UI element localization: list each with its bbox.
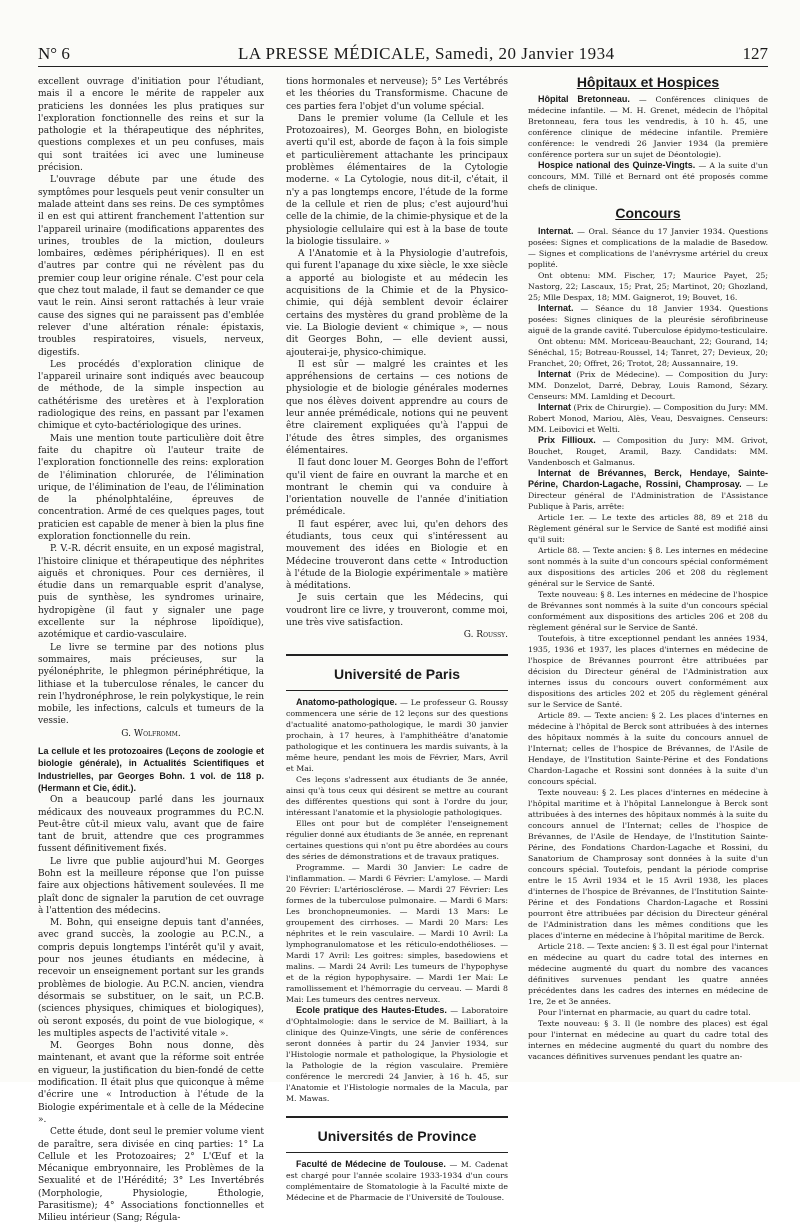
item-text: — Oral. Séance du 17 Janvier 1934. Questions posées: Signes et complications de la maladie de Basedow. — Signes et complications de l'anévrysme artériel du creux poplité. [528,226,769,269]
section-title [528,76,768,88]
item-text: — Laboratoire d'Ophtalmologie: dans le service de M. Bailliart, à la clinique des Quinze-Vingts, une série de conférences seront données à partir du 24 Janvier 1934, sur l'Histologie normale et pathologique, la Physiologie et la Pathologie de la région vasculaire. Première conférence le mercredi 24 Janvier, à 16 h. 45, sur l'Anatomie et l'Histologie normales de la Macula, par M. Mawas. [286,1005,509,1103]
paragraph: Cette étude, dont seul le premier volume vient de paraître, sera divisée en cinq parties: 1° La Cellule et les Protozoaires; 2° L'Œuf et la Mécanique embryonnaire, les Problèmes de la Sexualité et de l'Hérédité; 3° Les Invertébrés (Morphologie, Physiologie, Éthologie, Parasitisme); 4° Associations fonctionnelles et Milieu intérieur (Sang; Régula- [38,1127,264,1224]
item-heading: Internat. [538,302,574,313]
item-text: — Conférences cliniques de médecine infantile. — M. H. Grenet, médecin de l'hôpital Bretonneau, fera tous les vendredis, à 10 h. 45, une conférence clinique de médecine infantile. Première conférence: le vendredi 26 Janvier 1934 (la première conférence portera sur un sujet de Déontologie). [528,95,768,160]
book-heading: La cellule et les protozoaires (Leçons de zoologie et biologie générale), in Actualités Scientifiques et Industrielles, par Georges Bohn. 1 vol. de 118 p. (Hermann et Cie, édit.). [38,746,264,793]
paragraph: Le livre se termine par des notions plus sommaires, mais précieuses, sur la pyélonéphrite, le phlegmon périnéphrétique, la lithiase et la tuberculose rénales, le cancer du rein l'hydronéphrose, le rein polykystique, le rein mobile, les infections, calculs et tumeurs de la vessie. [38,642,264,727]
page-number: 127 [742,44,768,63]
paragraph: M. Bohn, qui enseigne depuis tant d'années, avec grand succès, la zoologie au P.C.N., a compris depuis longtemps l'intérêt qu'il y avait, pour nos jeunes étudiants en médecine, à recevoir un enseignement portant sur les grands problèmes de biologie. Au P.C.N. ancien, viendra désormais se substituer, on le sait, un P.C.B. (sciences physiques, chimiques et biologiques), où seront exposés, du point de vue biologique, « les multiples aspects de l'activité vitale ». [38,918,264,1039]
paragraph: Article 88. — Texte ancien: § 8. Les internes en médecine sont nommés à la suite d'un concours spécial conformément aux dispositions des articles 206 et 208 du règlement général sur le Service de Santé. [528,545,768,588]
paragraph: Article 218. — Texte ancien: § 3. Il est égal pour l'internat en médecine au quart du cadre total des internes en médecine augmenté du quart du nombre des vacances définitives survenues pendant les quatre années précédentes dans les cadres des internes en médecine de 1re, 2e et 3e années. [528,941,768,1006]
paragraph: Programme. — Mardi 30 Janvier: Le cadre de l'inflammation. — Mardi 6 Février: L'amylose. — Mardi 20 Février: L'artériosclérose. — Mardi 27 Février: Les formes de la tuberculose pulmonaire. — Mardi 6 Mars: Les bronchopneumonies. — Mardi 13 Mars: Le groupement des cirrhoses. — Mardi 20 Mars: Les néphrites et le rein vasculaire. — Mardi 10 Avril: La lymphogranulomatose et les réticulo-endothélioses. — Mardi 17 Avril: Les goitres: simples, basedowiens et malins. — Mardi 24 Avril: Les tumeurs de l'hypophyse et de la région hypophysaire. — Mardi 1er Mai: Le ramollissement et l'hémorragie du cerveau. — Mardi 8 Mai: Les tumeurs des centres nerveux. [286,862,508,1004]
paragraph: tions hormonales et nerveuse); 5° Les Vertébrés et les théories du Transformisme. Chacune de ces parties fera l'objet d'un volume spécial. [286,77,508,112]
item-heading: Ecole pratique des Hautes-Etudes. [296,1004,447,1015]
item-heading: Internat [538,368,572,379]
paragraph: excellent ouvrage d'initiation pour l'étudiant, mais il a encore le mérite de rappeler aux praticiens les données les plus pratiques sur l'exploration fonctionnelle des reins et sur la pathologie et la thérapeutique des néphrites, questions complexes et un peu confuses, mais qui sont traitées ici avec une lumineuse précision. [38,77,264,174]
paragraph: Toutefois, à titre exceptionnel pendant les années 1934, 1935, 1936 et 1937, les places d'internes en médecine de l'hospice de Brévannes pourront être attribuées par décision du Directeur général de l'Administration aux internes issus du concours ouvert conformément aux dispositions des articles 202 et 205 du règlement général sur le Service de Santé. [528,633,768,709]
item-heading: Internat [538,401,572,412]
item-text: (Prix de Médecine). — Composition du Jury: MM. Donzelot, Darré, Debray, Louis Ramond, Sézary. Censeurs: MM. Lamlding et Decourt. [528,369,768,401]
paragraph: L'ouvrage débute par une étude des symptômes pour lesquels peut venir consulter un malade atteint dans ses reins. De ces symptômes il en est qui attirent franchement l'attention sur l'appareil urinaire (modifications apparentes des urines, troubles de la miction, douleurs lombaires, œdèmes périphériques). Il en est d'autres par contre qui ne révèlent pas du premier coup leur origine rénale. C'est pour cela que chez tout malade, il faut se demander ce que vaut le rein. Ainsi seront rattachés à leur vraie cause des signes qui ne paraissent pas d'emblée relever d'une altération rénale: épistaxis, troubles respiratoires, visuels, nerveux, digestifs. [38,175,264,358]
paragraph: Texte nouveau: § 8. Les internes en médecine de l'hospice de Brévannes sont nommés à la suite d'un concours spécial conformément aux dispositions des articles 206 et 208 du règlement général sur le Service de Santé. [528,589,768,632]
section-title-text: Concours [615,205,681,222]
item-text: — A la suite d'un concours, MM. Tillé et Bernard ont été proposés comme chefs de clinique. [528,161,768,193]
section-box [286,654,508,691]
paragraph: M. Georges Bohn nous donne, dès maintenant, et avant que la réforme soit entrée en vigueur, la justification du bien-fondé de cette modification. Il était plus que quiconque à même d'écrire une « Introduction à l'étude de la Biologie expérimentale et à celle de la Médecine ». [38,1041,264,1125]
signature: G. Roussy. [463,630,508,641]
paragraph: Pour l'internat en pharmacie, au quart du cadre total. [538,1007,751,1017]
issue-number: N° 6 [38,44,70,63]
page-header [38,44,768,66]
paragraph: Texte nouveau: § 2. Les places d'internes en médecine à l'hôpital maritime et à l'hôpital Lannelongue à Berck sont attribuées à des internes des hôpitaux nommés à la suite du concours annuel de l'Internat; celles de l'hospice de Brévannes, de l'Asile de Hendaye, de l'Institution Sainte-Périne, des Fondations Chardon-Lagache et Rossini, du Sanatorium de Champrosay sont données à la suite d'un concours spécial. Toutefois, pendant la période comprise entre le 15 Avril 1934 et le 15 Avril 1938, les places d'internes de l'hospice de Brévannes, de l'Institution Sainte-Périne et des Fondations Chardon-Lagache et Rossini pourront être attribuées par décision du Directeur général de l'Administration dans les mêmes conditions que les places d'interne en médecine à l'hôpital maritime de Berck. [528,787,768,940]
signature: G. Wolfromm. [121,728,181,739]
paragraph: Article 1er. — Le texte des articles 88, 89 et 218 du Règlement général sur le Service de Santé est modifié ainsi qu'il suit: [528,512,768,544]
item-text: — Séance du 18 Janvier 1934. Questions posées: Signes cliniques de la pleurésie sérofibrineuse aiguë de la grande cavité. Tuberculose épidymo-testiculaire. [528,303,768,335]
section-body [286,697,508,1104]
item-heading: Prix Fillioux. [538,434,596,445]
item-heading: Internat de Brévannes, Berck, Hendaye, Sainte-Périne, Chardon-Lagache, Rossini, Champrosay. [528,467,768,489]
item-heading: Faculté de Médecine de Toulouse. [296,1159,446,1170]
column-right [528,76,768,1062]
item-text: — Le Directeur général de l'Administration de l'Assistance Publique à Paris, arrête: [528,479,768,511]
column-middle [286,76,508,1203]
paragraph: A l'Anatomie et à la Physiologie d'autrefois, qui furent l'apanage du xixe siècle, le xxe siècle a apporté au biologiste et au médecin les acquisitions de la Chimie et de la Physico-chimie, qui déjà semblent devoir éclairer certains des mystères du grand problème de la vie. La Biologie devient « chimique », — nous dit Georges Bohn, — elle devient aussi, ajouterai-je, physico-chimique. [286,249,508,358]
item-heading: Hôpital Bretonneau. [538,94,630,105]
paragraph: P. V.-R. décrit ensuite, en un exposé magistral, l'histoire clinique et thérapeutique des néphrites aiguës et chroniques. Pour ces dernières, il étudie dans un remarquable esprit d'analyse, puis de synthèse, les syndromes urinaire, hydropigène (il faut y signaler une page excellente sur la néphrose lipoïdique), azotémique et cardio-vasculaire. [38,544,264,641]
item-heading: Internat. [538,225,574,236]
section-body [528,94,768,193]
paragraph: Le livre que publie aujourd'hui M. Georges Bohn est la meilleure réponse que l'on puisse faire aux objections hâtivement soulevées. Il me plaît donc de signaler la parution de cet ouvrage à l'attention des médecins. [38,856,264,916]
journal-title: LA PRESSE MÉDICALE, Samedi, 20 Janvier 1934 [238,44,615,63]
item-text: — Composition du Jury: MM. Grivot, Bouchet, Rouget, Aramil, Bazy. Candidats: MM. Vandenbosch et Galmanus. [528,435,769,467]
section-box [286,1116,508,1153]
paragraph: Je suis certain que les Médecins, qui voudront lire ce livre, y trouveront, comme moi, une très vive satisfaction. [286,593,508,629]
item-heading: Anatomo-pathologique. [296,696,397,707]
section-title [528,205,768,222]
item-text: — Le professeur G. Roussy commencera une série de 12 leçons sur des questions d'actualité anatomo-pathologique, le mardi 30 janvier prochain, à 17 heures, à l'amphithéâtre d'anatomie pathologique et les continuera les mardis suivants, à la même heure, pendant les mois de Février, Mars, Avril et Mai. [286,697,509,773]
paragraph: Les procédés d'exploration clinique de l'appareil urinaire sont indiqués avec beaucoup de méthode, de la simple inspection au cathétérisme des uretères et à l'exploration radiologique des reins, en passant par l'examen chimique et cyto-bactériologique des urines. [38,359,264,432]
section-title-text: Hôpitaux et Hospices [576,74,720,90]
paragraph: Il est sûr — malgré les craintes et les appréhensions de certains — ces notions de physiologie et de biologie générales modernes que nos élèves doivent apprendre au cours de leur année prémédicale, notions qui ne peuvent être clairement expliquées qu'à l'appui de l'étude des êtres simples, des organismes élémentaires. [286,359,508,456]
paragraph: Ces leçons s'adressent aux étudiants de 3e année, ainsi qu'à tous ceux qui désirent se mettre au courant des différentes questions qui sont à l'ordre du jour, intéressant l'anatomie et la physiologie pathologiques. [286,774,508,817]
header-rule [38,66,768,67]
paragraph: Ont obtenu: MM. Fischer, 17; Maurice Payet, 25; Nastorg, 22; Lascaux, 15; Prat, 25; Martinot, 20; Ghozland, 25; Mlle Despax, 18; MM. Gaignerot, 19; Bouvet, 16. [528,270,768,302]
section-body [528,226,768,1062]
paragraph: Mais une mention toute particulière doit être faite du chapitre où l'auteur traite de l'exploration fonctionnelle des reins: exploration de l'élimination chlorurée, de l'élimination urique, de l'élimination de l'eau, de l'élimination de la phénolphtaléine, épreuves de concentration. Armé de ces quelques pages, tout praticien est capable de mener à bien la plus fine exploration fonctionnelle du rein. [38,433,264,542]
section-title: Université de Paris [333,665,461,682]
item-text: (Prix de Chirurgie). — Composition du Jury: MM. Robert Monod, Mariou, Alès, Veau, Desvaignes. Censeurs: MM. Leibovici et Welti. [528,402,768,434]
column-left [38,76,264,1225]
paragraph: Elles ont pour but de compléter l'enseignement régulier donné aux étudiants de 3e année, en reprenant certaines questions qui n'ont pu être abordées au cours des séries de démonstrations et de travaux pratiques. [286,818,508,861]
item-heading: Hospice national des Quinze-Vingts. [538,160,696,171]
section-title: Universités de Province [317,1127,477,1144]
paragraph: Il faut donc louer M. Georges Bohn de l'effort qu'il vient de faire en ouvrant la marche et en montrant le chemin qui va conduire à l'orientation nouvelle de l'année d'initiation prémédicale. [286,458,508,518]
section-body [286,1159,508,1203]
paragraph: Ont obtenu: MM. Moriceau-Beauchant, 22; Gourand, 14; Sénéchal, 15; Botreau-Roussel, 14; Tanret, 27; Devieux, 20; Franchet, 20; Offret, 26; Trotot, 28; Aussannaire, 19. [528,336,768,368]
paragraph: Texte nouveau: § 3. Il (le nombre des places) est égal pour l'internat en médecine au quart du cadre total des internes en médecine augmenté du quart du nombre des vacances définitives survenues pendant les quatre an- [528,1018,768,1061]
paragraph: Article 89. — Texte ancien: § 2. Les places d'internes en médecine à l'hôpital de Berck sont attribuées à des internes des hôpitaux nommés à la suite du concours annuel de l'Internat; celles de l'hospice de Brévannes, de l'Asile de Hendaye, de l'Institution Sainte-Périne et des Fondations Chardon-Lagache et Rossini sont données à la suite d'un concours spécial. [528,710,768,786]
paragraph: Il faut espérer, avec lui, qu'en dehors des étudiants, tous ceux qui s'intéressent au mouvement des idées en Biologie et en Médecine trouveront dans cette « Introduction à l'étude de la Biologie expérimentale » matière à méditations. [286,519,508,592]
paragraph: Dans le premier volume (la Cellule et les Protozoaires), M. Georges Bohn, en biologiste averti qu'il est, aborde de façon à la fois simple et particulièrement attachante les principaux problèmes élémentaires de la Cytologie moderne. « La Cytologie, nous dit-il, c'était, il n'y a pas longtemps encore, l'étude de la forme de la cellule et rien de plus; c'est aujourd'hui celle de la chimie, de la chimie-physique et de la physiologie cellulaire qui est à la base de toute la biologie tissulaire. » [286,113,508,247]
paragraph: On a beaucoup parlé dans les journaux médicaux des nouveaux programmes du P.C.N. Peut-être cût-il mieux valu, avant que de faire tant de bruit, attendre que ces programmes fussent définitivement fixés. [38,795,264,855]
item-text: — M. Cadenat est chargé pour l'année scolaire 1933-1934 d'un cours complémentaire de Stomatologie à la Faculté mixte de Médecine et de Pharmacie de l'Université de Toulouse. [286,1160,508,1203]
